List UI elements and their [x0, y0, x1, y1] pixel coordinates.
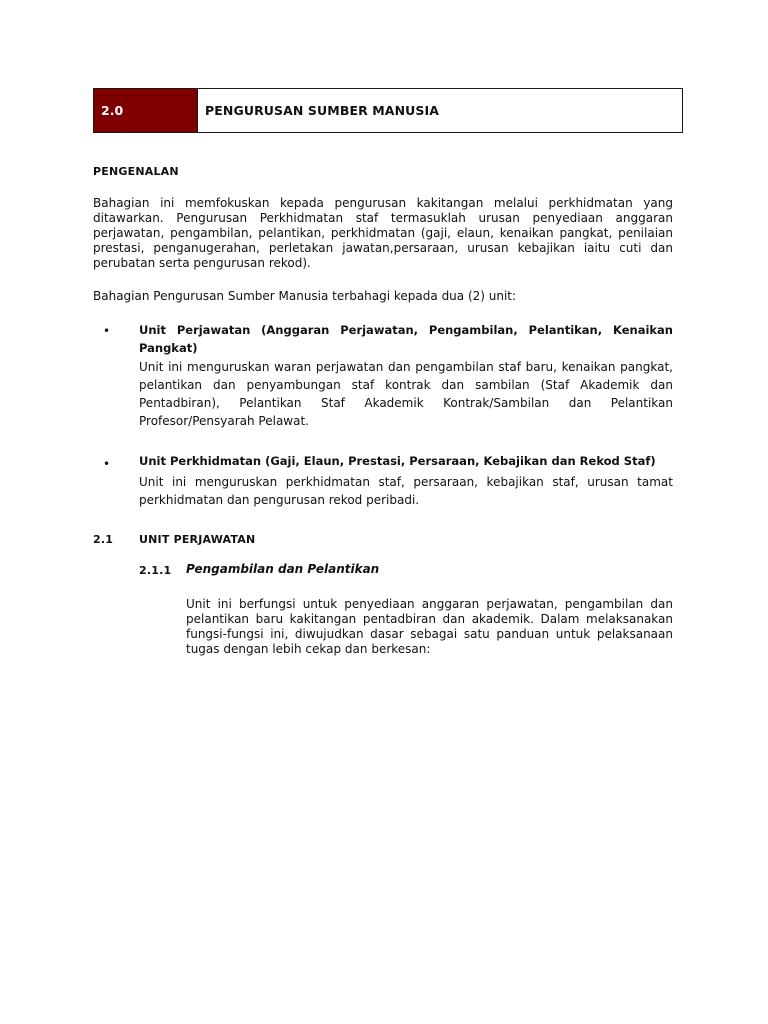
- subsection-title: UNIT PERJAWATAN: [139, 533, 256, 546]
- section-title: PENGURUSAN SUMBER MANUSIA: [205, 103, 440, 118]
- section-number: 2.0: [94, 89, 198, 132]
- section-header: [93, 88, 683, 133]
- unit-perkhidmatan-title: Unit Perkhidmatan (Gaji, Elaun, Prestasi, Persaraan, Kebajikan dan Rekod Staf): [139, 454, 656, 468]
- bullet-marker: •: [103, 324, 111, 338]
- sub-subsection-number: 2.1.1: [139, 564, 172, 577]
- unit-perjawatan-title: Unit Perjawatan (Anggaran Perjawatan, Pengambilan, Pelantikan, Kenaikan Pangkat): [139, 323, 673, 355]
- sub-subsection-paragraph: Unit ini berfungsi untuk penyediaan anggaran perjawatan, pengambilan dan pelantikan baru kakitangan pentadbiran dan akademik. Dalam melaksanakan fungsi-fungsi ini, diwujudkan dasar sebagai satu panduan untuk pelaksanaan tugas dengan lebih cekap dan berkesan:: [186, 597, 673, 656]
- bullet-marker: •: [103, 457, 111, 471]
- units-intro-paragraph: Bahagian Pengurusan Sumber Manusia terbahagi kepada dua (2) unit:: [93, 289, 517, 303]
- unit-perkhidmatan-description: Unit ini menguruskan perkhidmatan staf, persaraan, kebajikan staf, urusan tamat perkhidmatan dan pengurusan rekod peribadi.: [139, 475, 673, 507]
- intro-paragraph: Bahagian ini memfokuskan kepada pengurusan kakitangan melalui perkhidmatan yang ditawarkan. Pengurusan Perkhidmatan staf termasuklah urusan penyediaan anggaran perjawatan, pengambilan, pelantikan, perkhidmatan (gaji, elaun, kenaikan pangkat, penilaian prestasi, penganugerahan, perletakan jawatan,persaraan, urusan kebajikan iaitu cuti dan perubatan serta pengurusan rekod).: [93, 196, 673, 270]
- sub-subsection-title: Pengambilan dan Pelantikan: [186, 562, 380, 576]
- unit-perjawatan-description: Unit ini menguruskan waran perjawatan dan pengambilan staf baru, kenaikan pangkat, pelantikan dan penyambungan staf kontrak dan sambilan (Staf Akademik dan Pentadbiran), Pelantikan Staf Akademik Kontrak/Sambilan dan Pelantikan Profesor/Pensyarah Pelawat.: [139, 360, 673, 428]
- intro-heading: PENGENALAN: [93, 165, 179, 178]
- subsection-number: 2.1: [93, 533, 114, 546]
